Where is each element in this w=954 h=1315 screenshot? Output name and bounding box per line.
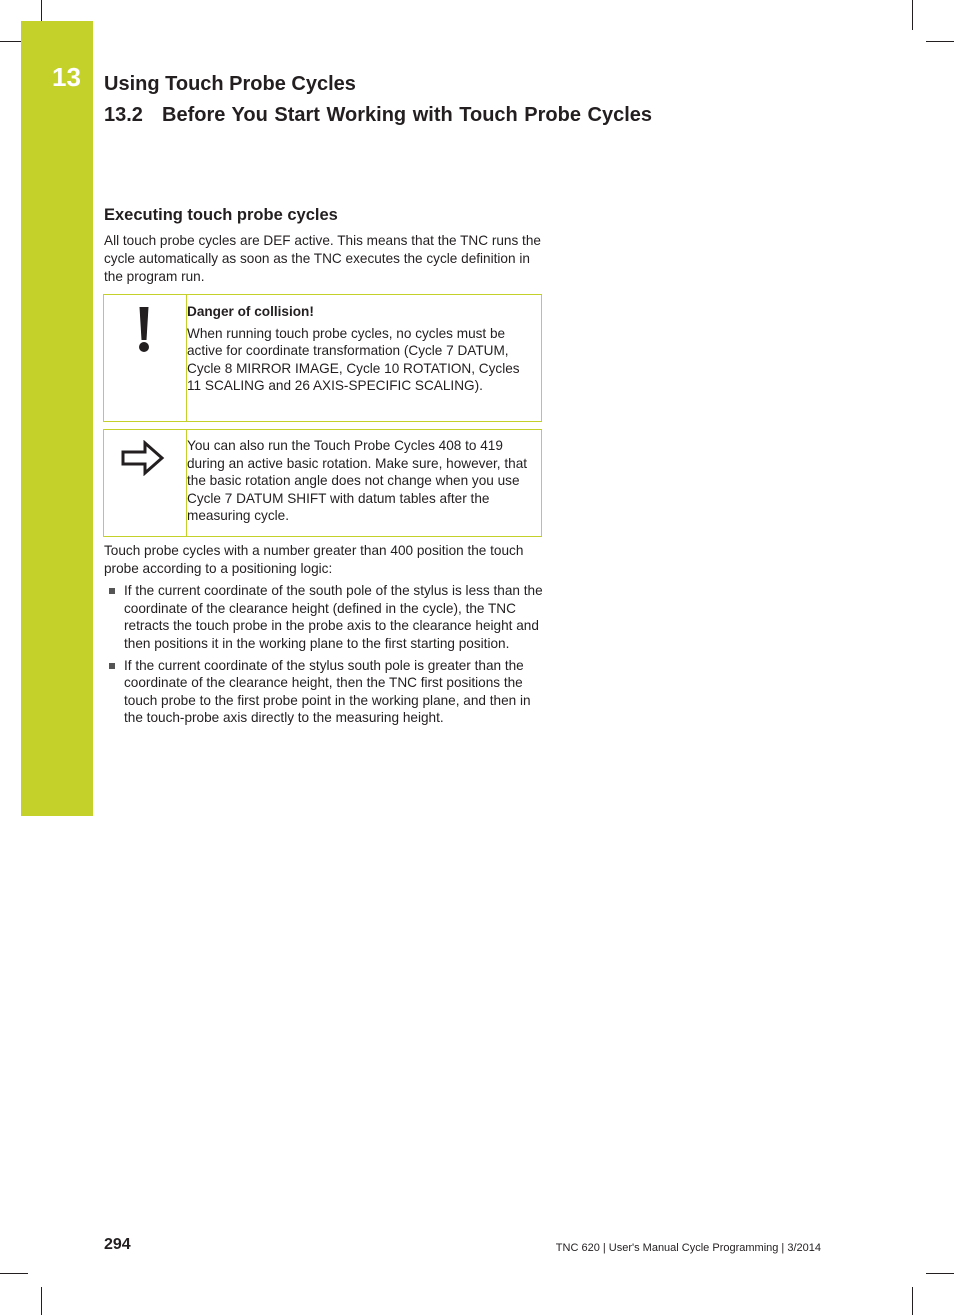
exclamation-icon	[138, 307, 150, 358]
arrow-right-icon	[121, 440, 165, 481]
chapter-sidebar	[21, 21, 93, 816]
crop-mark	[926, 41, 954, 42]
danger-text: When running touch probe cycles, no cycles must be active for coordinate transformation (Cycle 7 DATUM, Cycle 8 MIRROR IMAGE, Cycle 10 ROTATION, Cycles 11 SCALING and 26 AXIS-SPECIFIC SCALING).	[187, 325, 520, 393]
subsection-heading: Executing touch probe cycles	[104, 206, 338, 224]
section-number: 13.2	[104, 104, 143, 126]
intro-paragraph: All touch probe cycles are DEF active. This means that the TNC runs the cycle automatically as soon as the TNC executes the cycle definition in the program run.	[104, 233, 541, 284]
crop-mark	[926, 1273, 954, 1274]
page-number: 294	[104, 1236, 131, 1253]
bullet-square-icon	[109, 663, 115, 669]
danger-box-content	[187, 303, 537, 395]
crop-mark	[0, 41, 22, 42]
note-box	[103, 429, 542, 537]
chapter-number: 13	[52, 62, 81, 92]
crop-mark	[912, 1287, 913, 1315]
positioning-list	[104, 582, 549, 731]
crop-mark	[41, 0, 42, 22]
danger-title: Danger of collision!	[187, 304, 314, 319]
crop-mark	[0, 1273, 28, 1274]
footer-text: TNC 620 | User's Manual Cycle Programming | 3/2014	[555, 1242, 821, 1254]
danger-box	[103, 294, 542, 422]
crop-mark	[41, 1287, 42, 1315]
list-item: If the current coordinate of the south pole of the stylus is less than the coordinate of the clearance height (defined in the cycle), the TNC retracts the touch probe in the probe axis to the clearance height and then positions it in the working plane to the first starting position.	[104, 582, 549, 652]
chapter-title: Using Touch Probe Cycles	[104, 73, 356, 95]
section-title	[104, 104, 652, 127]
section-title-text: Before You Start Working with Touch Probe Cycles	[162, 104, 653, 126]
note-text: You can also run the Touch Probe Cycles 408 to 419 during an active basic rotation. Make sure, however, that the basic rotation angle does not change when you use Cycle 7 DATUM SHIFT with datum tables after the measuring cycle.	[187, 438, 528, 523]
positioning-intro: Touch probe cycles with a number greater than 400 position the touch probe according to a positioning logic:	[104, 543, 524, 576]
crop-mark	[912, 0, 913, 30]
bullet-square-icon	[109, 588, 115, 594]
list-item: If the current coordinate of the stylus south pole is greater than the coordinate of the clearance height, then the TNC first positions the touch probe to the first probe point in the working plane, and then in the touch-probe axis directly to the measuring height.	[104, 657, 549, 727]
